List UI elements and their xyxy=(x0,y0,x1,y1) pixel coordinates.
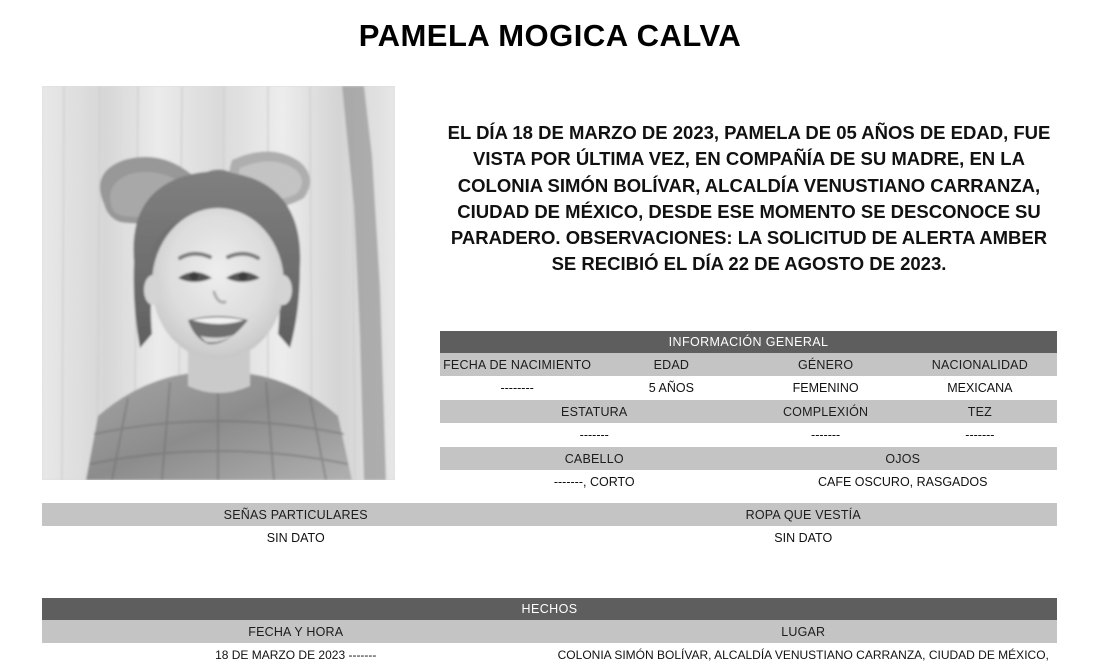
value-fecha-de-nacimiento: -------- xyxy=(440,376,594,400)
hechos-value-row xyxy=(42,643,1057,667)
table-header-row-1 xyxy=(440,353,1057,376)
header-cabello: CABELLO xyxy=(440,447,749,470)
missing-child-photo xyxy=(42,86,395,480)
table-value-row-2 xyxy=(440,423,1057,447)
header-tez: TEZ xyxy=(903,400,1057,423)
section-title-informacion-general: INFORMACIÓN GENERAL xyxy=(440,331,1057,353)
value-edad: 5 AÑOS xyxy=(594,376,748,400)
table-value-row-1 xyxy=(440,376,1057,400)
senas-header-row xyxy=(42,503,1057,526)
case-description: EL DÍA 18 DE MARZO DE 2023, PAMELA DE 05 AÑOS DE EDAD, FUE VISTA POR ÚLTIMA VEZ, EN COMPAÑÍA DE SU MADRE, EN LA COLONIA SIMÓN BOLÍVAR, ALCALDÍA VENUSTIANO CARRANZA, CIUDAD DE MÉXICO, DESDE ESE MOMENTO SE DESCONOCE SU PARADERO. OBSERVACIONES: LA SOLICITUD DE ALERTA AMBER SE RECIBIÓ EL DÍA 22 DE AGOSTO DE 2023. xyxy=(447,122,1051,275)
value-senas-particulares: SIN DATO xyxy=(42,526,550,550)
value-complexion: ------- xyxy=(749,423,903,447)
value-fecha-y-hora: 18 DE MARZO DE 2023 ------- xyxy=(42,643,550,667)
header-ojos: OJOS xyxy=(749,447,1058,470)
value-tez: ------- xyxy=(903,423,1057,447)
header-lugar: LUGAR xyxy=(550,620,1058,643)
header-edad: EDAD xyxy=(594,353,748,376)
value-ojos: CAFE OSCURO, RASGADOS xyxy=(749,470,1058,494)
table-value-row-3 xyxy=(440,470,1057,494)
header-fecha-de-nacimiento: FECHA DE NACIMIENTO xyxy=(440,353,594,376)
value-lugar: COLONIA SIMÓN BOLÍVAR, ALCALDÍA VENUSTIANO CARRANZA, CIUDAD DE MÉXICO, xyxy=(550,643,1058,667)
value-ropa-que-vestia: SIN DATO xyxy=(550,526,1058,550)
header-complexion: COMPLEXIÓN xyxy=(749,400,903,423)
header-ropa-que-vestia: ROPA QUE VESTÍA xyxy=(550,503,1058,526)
section-title-row xyxy=(440,331,1057,353)
value-nacionalidad: MEXICANA xyxy=(903,376,1057,400)
hechos-table xyxy=(42,598,1057,667)
page-title: PAMELA MOGICA CALVA xyxy=(358,18,742,53)
photo-illustration xyxy=(42,86,395,480)
section-title-hechos: HECHOS xyxy=(42,598,1057,620)
senas-particulares-table xyxy=(42,503,1057,550)
value-genero: FEMENINO xyxy=(749,376,903,400)
value-estatura: ------- xyxy=(440,423,749,447)
table-header-row-2 xyxy=(440,400,1057,423)
header-nacionalidad: NACIONALIDAD xyxy=(903,353,1057,376)
header-senas-particulares: SEÑAS PARTICULARES xyxy=(42,503,550,526)
header-estatura: ESTATURA xyxy=(440,400,749,423)
hechos-header-row xyxy=(42,620,1057,643)
senas-value-row xyxy=(42,526,1057,550)
table-header-row-3 xyxy=(440,447,1057,470)
general-information-table xyxy=(440,331,1057,494)
header-genero: GÉNERO xyxy=(749,353,903,376)
value-cabello: -------, CORTO xyxy=(440,470,749,494)
header-fecha-y-hora: FECHA Y HORA xyxy=(42,620,550,643)
hechos-title-row xyxy=(42,598,1057,620)
